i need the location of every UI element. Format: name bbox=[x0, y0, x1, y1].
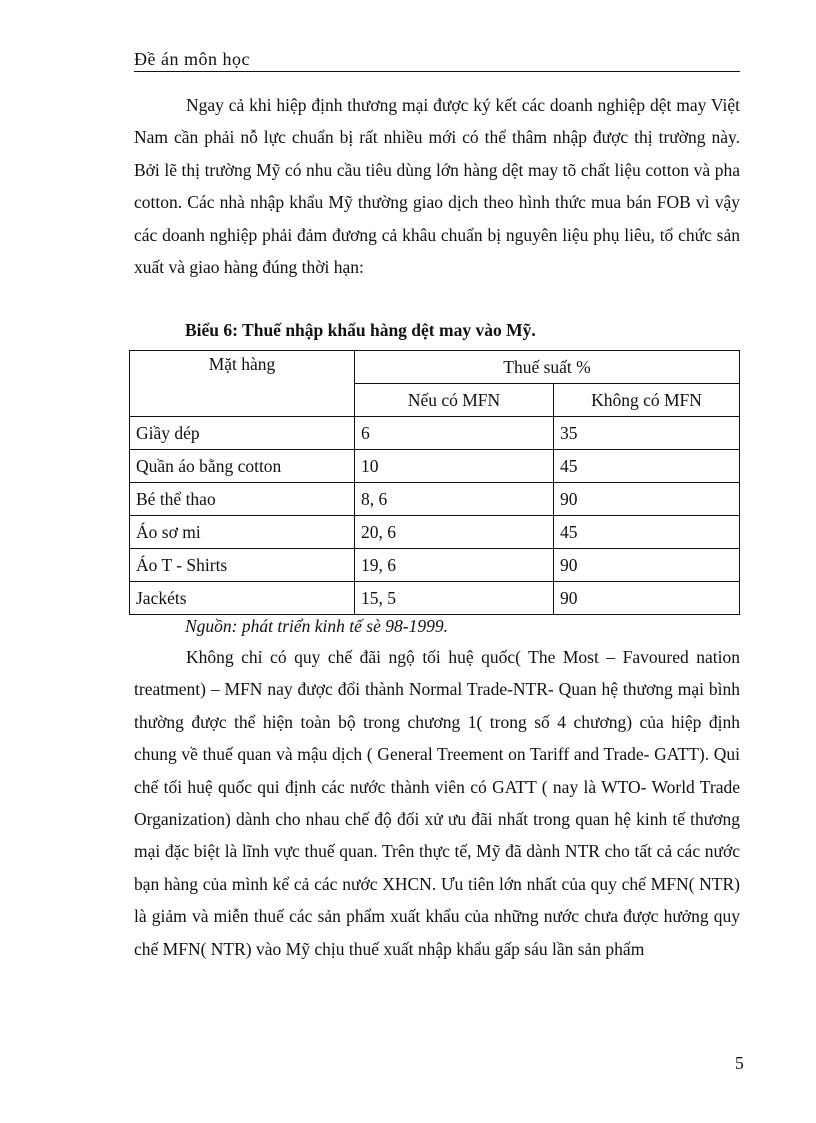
cell-no-mfn: 45 bbox=[554, 516, 740, 549]
tariff-table bbox=[129, 350, 740, 615]
page-header: Đề án môn học bbox=[134, 48, 740, 72]
table-row bbox=[130, 582, 740, 615]
cell-mfn: 10 bbox=[355, 450, 554, 483]
cell-item: Quần áo bằng cotton bbox=[130, 450, 355, 483]
table-source: Nguồn: phát triển kinh tế sè 98-1999. bbox=[185, 616, 448, 636]
cell-item: Giầy dép bbox=[130, 417, 355, 450]
table-header-row bbox=[130, 351, 740, 384]
cell-no-mfn: 45 bbox=[554, 450, 740, 483]
page-number: 5 bbox=[735, 1053, 744, 1073]
paragraph-intro: Ngay cả khi hiệp định thương mại được ký kết các doanh nghiệp dệt may Việt Nam cần phải nỗ lực chuẩn bị rất nhiều mới có thể thâm nhập được thị trường này. Bởi lẽ thị trường Mỹ có nhu cầu tiêu dùng lớn hàng dệt may tõ chất liệu cotton và pha cotton. Các nhà nhập khẩu Mỹ thường giao dịch theo hình thức mua bán FOB vì vậy các doanh nghiệp phải đảm đương cả khâu chuẩn bị nguyên liệu phụ liêu, tổ chức sản xuất và giao hàng đúng thời hạn: bbox=[134, 95, 740, 278]
table-row bbox=[130, 417, 740, 450]
cell-item: Áo T - Shirts bbox=[130, 549, 355, 582]
cell-item: Áo sơ mi bbox=[130, 516, 355, 549]
cell-item: Bé thể thao bbox=[130, 483, 355, 516]
table-row bbox=[130, 516, 740, 549]
table-caption: Biểu 6: Thuế nhập khẩu hàng dệt may vào Mỹ. bbox=[185, 320, 536, 340]
table-row bbox=[130, 450, 740, 483]
header-no-mfn: Không có MFN bbox=[554, 384, 740, 417]
cell-no-mfn: 90 bbox=[554, 549, 740, 582]
cell-no-mfn: 35 bbox=[554, 417, 740, 450]
cell-mfn: 6 bbox=[355, 417, 554, 450]
cell-mfn: 15, 5 bbox=[355, 582, 554, 615]
paragraph-mfn: Không chỉ có quy chế đãi ngộ tối huệ quốc( The Most – Favoured nation treatment) – MFN nay được đổi thành Normal Trade-NTR- Quan hệ thương mại bình thường được thể hiện toàn bộ trong chương 1( trong số 4 chương) của hiệp định chung về thuế quan và mậu dịch ( General Treement on Tariff and Trade- GATT). Qui chế tối huệ quốc qui định các nước thành viên có GATT ( nay là WTO- World Trade Organization) dành cho nhau chế độ đối xử ưu đãi nhất trong quan hệ kinh tế thương mại đặc biệt là lĩnh vực thuế quan. Trên thực tế, Mỹ đã dành NTR cho tất cả các nước bạn hàng của mình kể cả các nước XHCN. Ưu tiên lớn nhất của quy chế MFN( NTR) là giảm và miễn thuế các sản phẩm xuất khẩu của những nước chưa được hưởng quy chế MFN( NTR) vào Mỹ chịu thuế xuất nhập khẩu gấp sáu lần sản phẩm bbox=[134, 647, 740, 959]
cell-no-mfn: 90 bbox=[554, 582, 740, 615]
header-rate: Thuế suất % bbox=[355, 351, 740, 384]
table-row bbox=[130, 483, 740, 516]
header-item: Mặt hàng bbox=[130, 351, 355, 417]
cell-no-mfn: 90 bbox=[554, 483, 740, 516]
cell-mfn: 8, 6 bbox=[355, 483, 554, 516]
cell-mfn: 19, 6 bbox=[355, 549, 554, 582]
cell-mfn: 20, 6 bbox=[355, 516, 554, 549]
table-row bbox=[130, 549, 740, 582]
header-mfn: Nếu có MFN bbox=[355, 384, 554, 417]
cell-item: Jackéts bbox=[130, 582, 355, 615]
